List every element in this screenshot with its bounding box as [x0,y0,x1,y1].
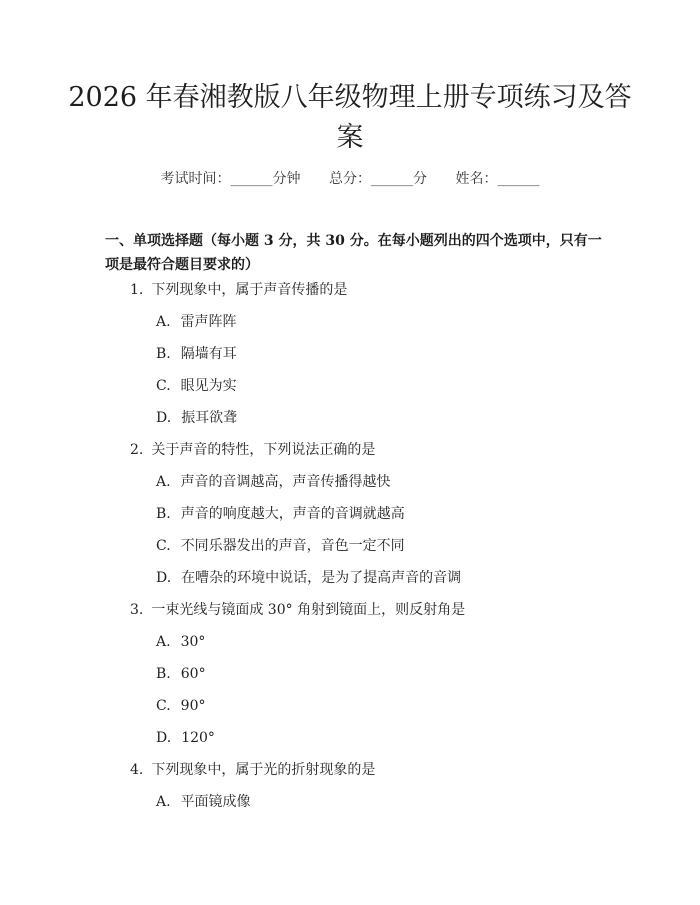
answer-option [130,664,630,696]
option-text: 不同乐器发出的声音，音色一定不同 [180,538,405,554]
question-stem [130,760,630,792]
option-letter: B. [156,346,171,362]
option-text: 平面镜成像 [180,794,251,810]
option-letter: B. [156,506,171,522]
exam-meta-line [0,168,700,188]
name-field: 姓名：______ [455,171,540,187]
option-text: 声音的音调越高，声音传播得越快 [180,474,391,490]
question-stem [130,440,630,472]
question-text: 关于声音的特性，下列说法正确的是 [151,442,376,458]
answer-option [130,696,630,728]
question-number: 1. [130,282,144,298]
option-letter: C. [156,538,171,554]
question-list [130,280,630,824]
answer-option [130,728,630,760]
answer-option [130,536,630,568]
option-letter: A. [156,634,171,650]
question-number: 3. [130,602,144,618]
question-text: 下列现象中，属于光的折射现象的是 [151,762,376,778]
option-text: 振耳欲聋 [181,410,238,426]
option-text: 隔墙有耳 [180,346,237,362]
option-text: 声音的响度越大，声音的音调就越高 [180,506,405,522]
option-letter: B. [156,666,171,682]
answer-option [130,408,630,440]
answer-option [130,312,630,344]
option-text: 在嘈杂的环境中说话，是为了提高声音的音调 [181,570,462,586]
option-letter: A. [156,474,171,490]
answer-option [130,344,630,376]
option-text: 90° [180,698,206,714]
question-stem [130,600,630,632]
document-title: 2026 年春湘教版八年级物理上册专项练习及答案 [68,82,632,153]
option-text: 30° [180,634,206,650]
option-text: 眼见为实 [180,378,237,394]
option-letter: C. [156,378,171,394]
total-score-field: 总分：______分 [329,171,427,187]
answer-option [130,568,630,600]
option-text: 120° [181,730,215,746]
option-letter: C. [156,698,171,714]
question-stem [130,280,630,312]
option-text: 60° [180,666,206,682]
option-text: 雷声阵阵 [180,314,237,330]
question-number: 4. [130,762,144,778]
exam-time-field: 考试时间：______分钟 [160,171,301,187]
answer-option [130,472,630,504]
question-number: 2. [130,442,144,458]
section-heading: 一、单项选择题（每小题 3 分，共 30 分。在每小题列出的四个选项中，只有一项是最符合题目要求的） [105,233,602,273]
question-text: 下列现象中，属于声音传播的是 [151,282,348,298]
option-letter: D. [156,570,172,586]
answer-option [130,376,630,408]
option-letter: A. [156,794,171,810]
answer-option [130,792,630,824]
answer-option [130,504,630,536]
question-text: 一束光线与镜面成 30° 角射到镜面上，则反射角是 [151,602,466,618]
option-letter: A. [156,314,171,330]
option-letter: D. [156,730,172,746]
answer-option [130,632,630,664]
option-letter: D. [156,410,172,426]
